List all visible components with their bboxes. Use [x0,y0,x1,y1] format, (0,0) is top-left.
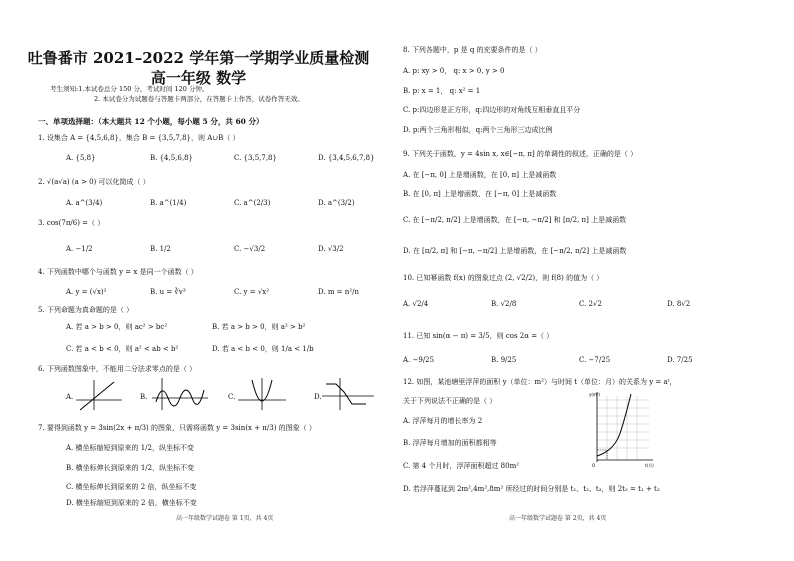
question-4: 4. 下列函数中哪个与函数 y = x 是同一个函数（ ） [38,268,198,276]
q12-option-b: B. 浮萍每月增加的面积都相等 [403,439,497,447]
q5-option-d: D. 若 a < b < 0，则 1/a < 1/b [212,345,314,353]
q8-option-a: A. p: xy > 0， q: x > 0, y > 0 [403,67,505,75]
section-heading: 一、单项选择题：（本大题共 12 个小题，每小题 5 分，共 60 分） [38,117,264,126]
q4-option-a: A. y = (√x)² [66,288,107,296]
q6-graph-d [322,378,374,410]
q6-option-b: B. [140,393,148,401]
q2-option-d: D. a^(3/2) [318,199,355,207]
q3-option-c: C. −√3/2 [234,245,266,253]
q11-option-c: C. −7/25 [579,356,611,364]
q2-option-a: A. a^(3/4) [66,199,103,207]
q5-option-b: B. 若 a > b > 0，则 a² > b² [212,323,306,331]
q9-option-b: B. 在 [0, π] 上是增函数，在 [−π, 0] 上是减函数 [403,190,557,198]
question-10: 10. 已知幂函数 f(x) 的图象过点 (2, √2/2)，则 f(8) 的值为（ ） [403,274,604,282]
q12-option-a: A. 浮萍每月的增长率为 2 [403,417,483,425]
page-footer-left: 高一年级数学试题卷 第 1页，共 4页 [176,515,274,522]
question-1: 1. 设集合 A = {4,5,6,8}，集合 B = {3,5,7,8}，则 A∪B（ ） [38,134,240,142]
question-7: 7. 要得到函数 y = 3sin(2x + π/3) 的图象，只需将函数 y = 3sin(x + π/3) 的图象（ ） [38,424,316,432]
q1-option-a: A. {5,8} [66,154,96,162]
graph-origin: O [592,463,596,468]
question-2: 2. √(a√a) (a > 0) 可以化简成（ ） [38,178,150,186]
q12-option-d: D. 若浮萍蔓延到 2m²,4m²,8m² 所经过的时间分别是 t₁、t₂、t₃，则 2t₂ = t₁ + t₃ [403,485,660,493]
question-6: 6. 下列函数图象中，不能用二分法求零点的是（ ） [38,365,197,373]
q1-option-d: D. {3,4,5,6,7,8} [318,154,375,162]
q12-growth-graph [589,390,659,470]
q8-option-c: C. p:四边形是正方形，q:四边形的对角线互相垂直且平分 [403,106,581,114]
question-12-line-2: 关于下列说法不正确的是（ ） [403,397,497,405]
q4-option-d: D. m = n²/n [318,288,359,296]
q9-option-c: C. 在 [−π/2, π/2] 上是增函数，在 [−π, −π/2] 和 [π/2, π] 上是减函数 [403,216,627,224]
q5-option-c: C. 若 a < b < 0，则 a² < ab < b² [66,345,179,353]
q7-option-d: D. 横坐标缩短到原来的 2 倍，横坐标不变 [66,499,197,507]
q9-option-d: D. 在 [π/2, π] 和 [−π, −π/2] 上是增函数，在 [−π/2, π/2] 上是减函数 [403,247,627,255]
q8-option-d: D. p:两个三角形相似，q:两个三角形三边成比例 [403,126,553,134]
q4-option-b: B. u = ∛v³ [150,288,186,296]
q10-option-a: A. √2/4 [403,300,429,308]
q12-option-c: C. 第 4 个月时，浮萍面积超过 80m² [403,462,520,470]
q8-option-b: B. p: x = 1， q: x² = 1 [403,87,481,95]
q11-option-d: D. 7/25 [667,356,693,364]
q3-option-b: B. 1/2 [150,245,171,253]
q10-option-d: D. 8√2 [667,300,691,308]
question-3: 3. cos(7π/6) =（ ） [38,219,105,227]
right-page [397,0,794,561]
exam-title: 吐鲁番市 2021–2022 学年第一学期学业质量检测 [27,49,370,67]
question-9: 9. 下列关于函数，y = 4sin x, x∈[−π, π] 的单调性的叙述，正确的是（ ） [403,150,638,158]
q9-option-a: A. 在 [−π, 0] 上是增函数，在 [0, π] 上是减函数 [403,171,557,179]
page-footer-right: 高一年级数学试题卷 第 2页，共 4页 [509,515,607,522]
q6-option-a: A. [66,393,74,401]
question-8: 8. 下列各题中，p 是 q 的充要条件的是（ ） [403,46,542,54]
growth-curve [597,394,631,456]
q3-option-a: A. −1/2 [66,245,93,253]
q4-option-c: C. y = √x² [234,288,270,296]
question-5: 5. 下列命题为真命题的是（ ） [38,306,134,314]
q2-option-c: C. a^(2/3) [234,199,271,207]
notice-line-1: 考生须知:1.本试卷总分 150 分，考试时间 120 分钟。 [50,85,209,93]
q1-option-c: C. {3,5,7,8} [234,154,277,162]
q6-graph-b [152,378,208,410]
q6-option-c: C. [228,393,236,401]
graph-y-label: y(m²) [589,392,600,397]
q7-option-a: A. 横坐标缩短到原来的 1/2，纵坐标不变 [66,444,194,452]
q7-option-b: B. 横坐标伸长到原来的 1/2，纵坐标不变 [66,464,195,472]
graph-x-label: t(月) [645,463,654,468]
q10-option-c: C. 2√2 [579,300,602,308]
q11-option-a: A. −9/25 [403,356,435,364]
question-12: 12. 如图，某池塘里浮萍的面积 y（单位：m²）与时间 t（单位：月）的关系为 y = aᵗ， [403,378,677,386]
q1-option-b: B. {4,5,6,8} [150,154,193,162]
q6-graph-a [76,380,124,410]
q3-option-d: D. √3/2 [318,245,344,253]
q2-option-b: B. a^(1/4) [150,199,187,207]
notice-line-2: 2. 本试卷分为试题卷与答题卡两部分，在答题卡上作答，试卷作答无效。 [94,95,304,103]
exam-subtitle: 高一年级 数学 [150,69,247,87]
q10-option-b: B. √2/8 [491,300,517,308]
q6-graph-c [238,378,286,410]
q6-option-d: D. [314,393,322,401]
q7-option-c: C. 横坐标伸长到原来的 2 倍，纵坐标不变 [66,483,197,491]
question-11: 11. 已知 sin(α − π) = 3/5，则 cos 2α =（ ） [403,332,554,340]
q11-option-b: B. 9/25 [491,356,517,364]
q5-option-a: A. 若 a > b > 0，则 ac² > bc² [66,323,168,331]
